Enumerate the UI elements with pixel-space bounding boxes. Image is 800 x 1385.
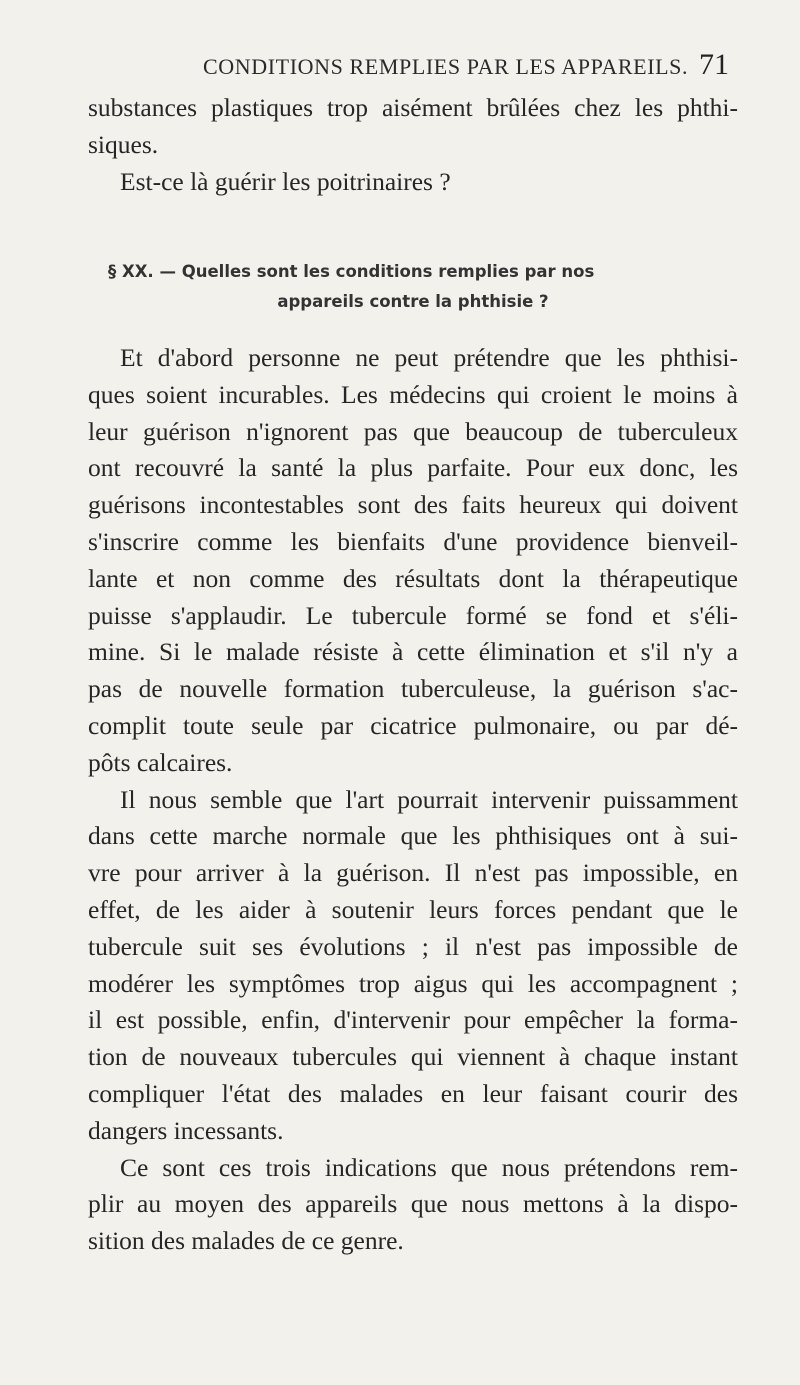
section-heading-line: appareils contre la phthisie ? [277, 292, 549, 311]
text-line: Ce sont ces trois indications que nous prétendons rem- [120, 1152, 738, 1182]
text-line: guérisons incontestables sont des faits heureux qui doivent [88, 490, 738, 520]
text-line: vre pour arriver à la guérison. Il n'est pas impossible, en [88, 858, 738, 888]
section-heading [88, 257, 738, 317]
text-line: leur guérison n'ignorent pas que beaucoup de tuberculeux [88, 416, 738, 446]
text-line: ont recouvré la santé la plus parfaite. Pour eux donc, les [88, 453, 738, 483]
running-head [0, 48, 800, 84]
text-line: dangers incessants. [88, 1115, 284, 1145]
section-heading-line: § XX. — Quelles sont les conditions remplies par nos [108, 262, 595, 281]
text-line: s'inscrire comme les bienfaits d'une providence bienveil- [88, 526, 738, 556]
page-number: 71 [699, 48, 729, 81]
text-line: Il nous semble que l'art pourrait intervenir puissamment [120, 784, 738, 814]
text-line: complit toute seule par cicatrice pulmonaire, ou par dé- [88, 710, 738, 740]
text-line: puisse s'applaudir. Le tubercule formé se fond et s'éli- [88, 600, 738, 630]
text-line: effet, de les aider à soutenir leurs forces pendant que le [88, 894, 738, 924]
text-line: compliquer l'état des malades en leur faisant courir des [88, 1078, 738, 1108]
text-line: Est-ce là guérir les poitrinaires ? [120, 166, 451, 196]
text-line: ques soient incurables. Les médecins qui croient le moins à [88, 379, 738, 409]
text-line: mine. Si le malade résiste à cette élimination et s'il n'y a [88, 637, 738, 667]
text-line: pas de nouvelle formation tuberculeuse, la guérison s'ac- [88, 674, 738, 704]
text-line: plir au moyen des appareils que nous mettons à la dispo- [88, 1189, 738, 1219]
text-line: lante et non comme des résultats dont la thérapeutique [88, 563, 738, 593]
text-line: siques. [88, 129, 159, 159]
text-line: modérer les symptômes trop aigus qui les accompagnent ; [88, 968, 738, 998]
text-line: dans cette marche normale que les phthisiques ont à sui- [88, 821, 738, 851]
text-line: pôts calcaires. [88, 747, 233, 777]
text-line: sition des malades de ce genre. [88, 1226, 404, 1256]
text-line: il est possible, enfin, d'intervenir pour empêcher la forma- [88, 1005, 738, 1035]
text-line: tubercule suit ses évolutions ; il n'est pas impossible de [88, 931, 738, 961]
text-line: substances plastiques trop aisément brûlées chez les phthi- [88, 93, 738, 122]
main-text [88, 340, 738, 1260]
intro-paragraph [88, 90, 738, 200]
running-title: CONDITIONS REMPLIES PAR LES APPAREILS. [203, 54, 689, 79]
text-line: Et d'abord personne ne peut prétendre que les phthisi- [120, 343, 738, 372]
text-line: tion de nouveaux tubercules qui viennent à chaque instant [88, 1042, 738, 1072]
